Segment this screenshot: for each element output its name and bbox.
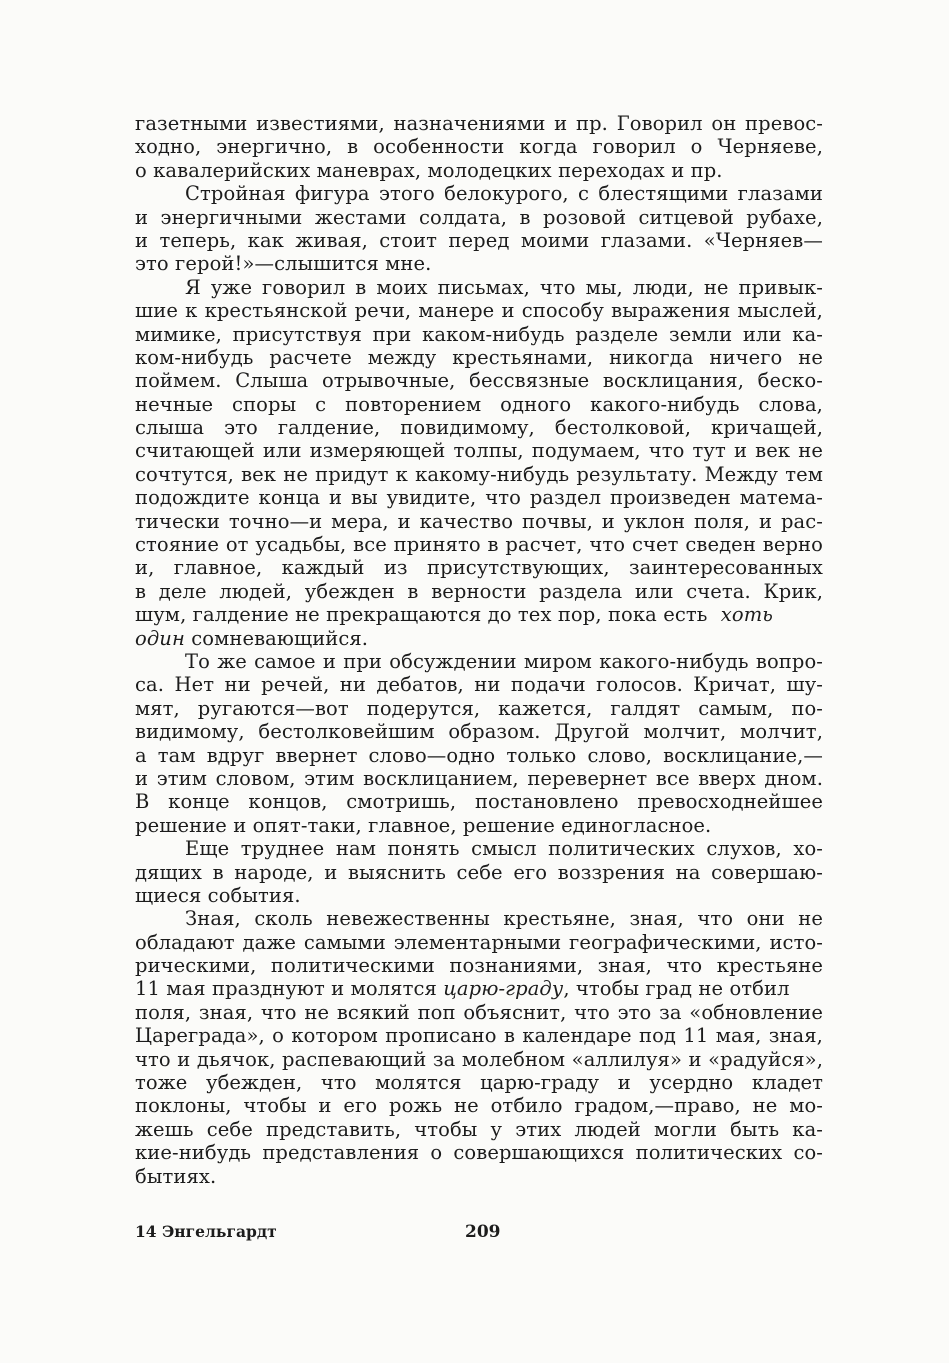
- page-number: 209: [465, 1222, 501, 1242]
- text-line: о кавалерийских маневрах, молодецких переходах и пр.: [135, 158, 723, 182]
- text-fragment: сомневающийся.: [191, 626, 369, 650]
- text-line: подождите конца и вы увидите, что раздел произведен матема-: [135, 486, 823, 510]
- text-line: мимике, присутствуя при каком-нибудь разделе земли или ка-: [135, 322, 823, 346]
- text-line: Цареграда», о котором прописано в календаре под 11 мая, зная,: [135, 1024, 823, 1048]
- text-line: В конце концов, смотришь, постановлено превосходнейшее: [135, 790, 823, 814]
- paragraph-start: Стройная фигура этого белокурого, с блестящими глазами: [185, 182, 823, 206]
- text-line: обладают даже самыми элементарными географическими, исто-: [135, 930, 823, 954]
- text-line: сочтутся, век не придут к какому-нибудь результату. Между тем: [135, 462, 823, 486]
- text-line: слыша это галдение, повидимому, бестолковой, кричащей,: [135, 416, 823, 440]
- paragraph-start: Я уже говорил в моих письмах, что мы, люди, не привык-: [185, 275, 823, 299]
- text-line: и, главное, каждый из присутствующих, заинтересованных: [135, 556, 823, 580]
- text-line: тически точно—и мера, и качество почвы, и уклон поля, и рас-: [135, 509, 823, 533]
- text-line: щиеся события.: [135, 883, 301, 907]
- text-line: поклоны, чтобы и его рожь не отбило градом,—право, не мо-: [135, 1094, 823, 1118]
- text-line: поймем. Слыша отрывочные, бессвязные восклицания, беско-: [135, 369, 823, 393]
- text-line: рическими, политическими познаниями, зная, что крестьяне: [135, 954, 823, 978]
- italic-emphasis: один: [135, 626, 185, 650]
- text-line: [135, 627, 823, 650]
- page-footer: [135, 1222, 823, 1246]
- text-line: в деле людей, убежден в верности раздела или счета. Крик,: [135, 579, 823, 603]
- text-line: мят, ругаются—вот подерутся, кажется, галдят самым, по-: [135, 696, 823, 720]
- text-line: решение и опят-таки, главное, решение единогласное.: [135, 813, 712, 837]
- text-line: ком-нибудь расчете между крестьянами, никогда ничего не: [135, 345, 823, 369]
- text-line: а там вдруг ввернет слово—одно только слово, восклицание,—: [135, 743, 823, 767]
- text-line: что и дьячок, распевающий за молебном «аллилуя» и «радуйся»,: [135, 1047, 823, 1071]
- signature-mark: 14 Энгельгардт: [135, 1222, 277, 1241]
- paragraph-start: То же самое и при обсуждении миром какого-нибудь вопро-: [185, 649, 823, 673]
- text-line: жешь себе представить, чтобы у этих людей могли быть ка-: [135, 1117, 823, 1141]
- text-line: видимому, бестолковейшим образом. Другой молчит, молчит,: [135, 720, 823, 744]
- text-body: [135, 112, 823, 1188]
- text-line: газетными известиями, назначениями и пр. Говорил он превос-: [135, 112, 823, 135]
- text-line: и теперь, как живая, стоит перед моими глазами. «Черняев—: [135, 228, 823, 252]
- text-line: это герой!»—слышится мне.: [135, 252, 432, 276]
- text-fragment: , чтобы град не отбил: [563, 977, 790, 1001]
- text-line: считающей или измеряющей толпы, подумаем, что тут и век не: [135, 439, 823, 463]
- text-line: шие к крестьянской речи, манере и способу выражения мыслей,: [135, 299, 823, 323]
- text-line: бытиях.: [135, 1164, 217, 1188]
- text-line: поля, зная, что не всякий поп объяснит, что это за «обновление: [135, 1000, 823, 1024]
- italic-emphasis: хоть: [720, 603, 774, 627]
- text-line: ходно, энергично, в особенности когда говорил о Черняеве,: [135, 135, 823, 159]
- text-line: нечные споры с повторением одного какого-нибудь слова,: [135, 392, 823, 416]
- text-line: стояние от усадьбы, все принято в расчет, что счет сведен верно: [135, 533, 823, 557]
- paragraph-start: Еще труднее нам понять смысл политических слухов, хо-: [185, 837, 823, 861]
- text-line: и энергичными жестами солдата, в розовой ситцевой рубахе,: [135, 205, 823, 229]
- text-line: тоже убежден, что молятся царю-граду и усердно кладет: [135, 1071, 823, 1095]
- text-line: са. Нет ни речей, ни дебатов, ни подачи голосов. Кричат, шу-: [135, 673, 823, 697]
- paragraph-start: Зная, сколь невежественны крестьяне, зная, что они не: [185, 907, 823, 931]
- text-line: и этим словом, этим восклицанием, перевернет все вверх дном.: [135, 766, 823, 790]
- page-text: [135, 112, 823, 1188]
- italic-emphasis: царю-граду: [443, 977, 564, 1001]
- text-fragment: 11 мая празднуют и молятся: [135, 977, 437, 1001]
- text-line: кие-нибудь представления о совершающихся политических со-: [135, 1141, 823, 1165]
- text-line: [135, 977, 823, 1000]
- text-line: [135, 603, 823, 626]
- text-fragment: шум, галдение не прекращаются до тех пор, пока есть: [135, 603, 708, 627]
- text-line: дящих в народе, и выяснить себе его воззрения на совершаю-: [135, 860, 823, 884]
